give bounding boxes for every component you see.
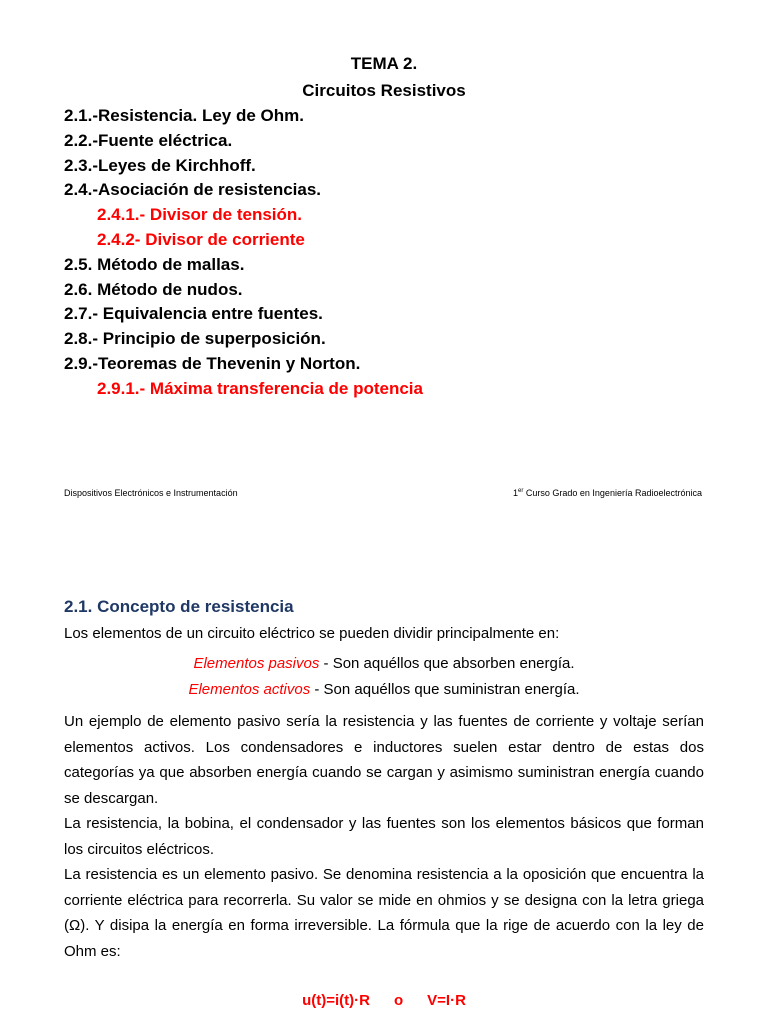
ohm-formula [0,992,768,1009]
active-elements-line [0,681,768,698]
paragraph-1: Un ejemplo de elemento pasivo sería la resistencia y las fuentes de corriente y voltaje serían elementos activos. Los condensadores e inductores suelen estar dentro de estas dos categorías ya que absorben energía cuando se cargan y asimismo suministran energía cuando se descargan. [64,713,704,807]
formula-or: o [393,992,404,1009]
toc-item: 2.7.- Equivalencia entre fuentes. [64,304,323,324]
toc-item: 2.9.1.- Máxima transferencia de potencia [97,378,423,398]
document-title: TEMA 2. [350,54,418,73]
toc-item: 2.8.- Principio de superposición. [64,329,326,349]
document-subtitle: Circuitos Resistivos [302,81,466,100]
formula-left: u(t)=i(t)·R [302,992,370,1009]
active-term: Elementos activos [188,681,311,698]
toc-item: 2.2.-Fuente eléctrica. [64,130,233,150]
toc-item: 2.1.-Resistencia. Ley de Ohm. [64,106,304,125]
toc-item: 2.4.2- Divisor de corriente [97,230,305,249]
toc-item: 2.3.-Leyes de Kirchhoff. [64,155,256,175]
footer-right: 1er Curso Grado en Ingeniería Radioelectrónica [513,488,702,498]
formula-right: V=I·R [427,992,466,1009]
passive-elements-line [0,655,768,672]
footer-left: Dispositivos Electrónicos e Instrumentación [64,488,238,498]
passive-desc: - Son aquéllos que absorben energía. [319,655,575,672]
active-desc: - Son aquéllos que suministran energía. [310,681,580,698]
toc-item: 2.9.-Teoremas de Thevenin y Norton. [64,354,361,373]
paragraph-3: La resistencia es un elemento pasivo. Se denomina resistencia a la oposición que encuentra la corriente eléctrica para recorrerla. Su valor se mide en ohmios y se designa con la letra griega (Ω). Y disipa la energía en forma irreversible. La fórmula que la rige de acuerdo con la ley de Ohm es: [64,866,704,960]
toc-item: 2.5. Método de mallas. [64,254,245,274]
paragraph-2: La resistencia, la bobina, el condensador y las fuentes son los elementos básicos que forman los circuitos eléctricos. [64,815,704,858]
section-heading: 2.1. Concepto de resistencia [64,597,294,616]
intro-text: Los elementos de un circuito eléctrico se pueden dividir principalmente en: [64,625,560,642]
toc-item: 2.6. Método de nudos. [64,279,243,299]
toc-item: 2.4.1.- Divisor de tensión. [97,205,303,225]
passive-term: Elementos pasivos [193,655,320,672]
toc-item: 2.4.-Asociación de resistencias. [64,180,322,200]
